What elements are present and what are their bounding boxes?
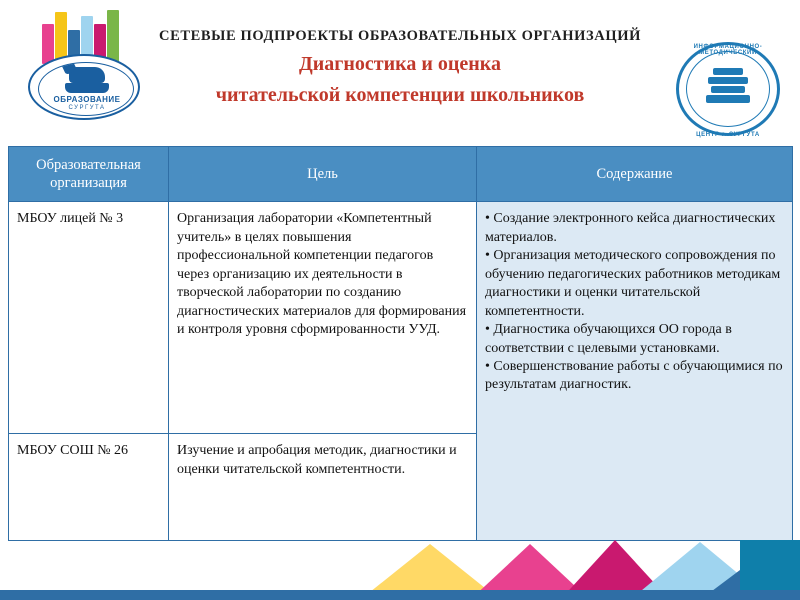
logo-oval-inner [38,62,134,116]
table-header-row [9,147,793,202]
column-header-organization: Образовательная организация [9,147,169,202]
horse-icon [69,67,105,83]
table-row [9,202,793,434]
content-bullet: • Организация методического сопровождения по обучению педагогических работников методикам диагностики и оценки читательской компетентности. [485,248,781,319]
logo-oval-frame [28,54,140,120]
page-title-line2: читательской компетенции школьников [215,84,585,107]
content-bullet: • Создание электронного кейса диагностических материалов. [485,211,776,245]
cell-organization-1: МБОУ лицей № 3 [9,202,169,434]
column-header-goal: Цель [169,147,477,202]
subprojects-table [8,146,793,541]
logo-right-bottom-text: ЦЕНТР г. СУРГУТА [696,132,760,138]
cell-goal-1: Организация лаборатории «Компетентный учитель» в целях повышения профессиональной компетенции педагогов через организацию их деятельности в творческой лаборатории по созданию диагностических материалов для формирования и контроля уровня сформированности УУД. [169,202,477,434]
book-stack-icon [706,68,750,108]
open-book-icon [65,83,109,93]
kicker-text: СЕТЕВЫЕ ПОДПРОЕКТЫ ОБРАЗОВАТЕЛЬНЫХ ОРГАНИЗАЦИЙ [159,28,641,44]
decor-base-bar [0,590,800,600]
slide-header [0,0,800,140]
cell-organization-2: МБОУ СОШ № 26 [9,434,169,541]
cell-content-bullets [477,202,793,541]
cell-goal-2: Изучение и апробация методик, диагностики и оценки читательской компетентности. [169,434,477,541]
content-bullet: • Совершенствование работы с обучающимися по результатам диагностик. [485,359,783,393]
content-bullet: • Диагностика обучающихся ОО города в соответствии с целевыми установками. [485,322,732,356]
logo-left-sub-text: СУРГУТА [68,105,106,111]
column-header-content: Содержание [477,147,793,202]
methodical-center-logo [676,42,784,142]
page-title-line1: Диагностика и оценка [298,53,501,76]
obrazovanie-surguta-logo [28,6,140,124]
title-block [140,28,660,108]
decorative-bottom-band [0,538,800,600]
logo-right-top-text: ИНФОРМАЦИОННО-МЕТОДИЧЕСКИЙ [693,44,763,56]
logo-left-main-text: ОБРАЗОВАНИЕ [53,95,121,104]
